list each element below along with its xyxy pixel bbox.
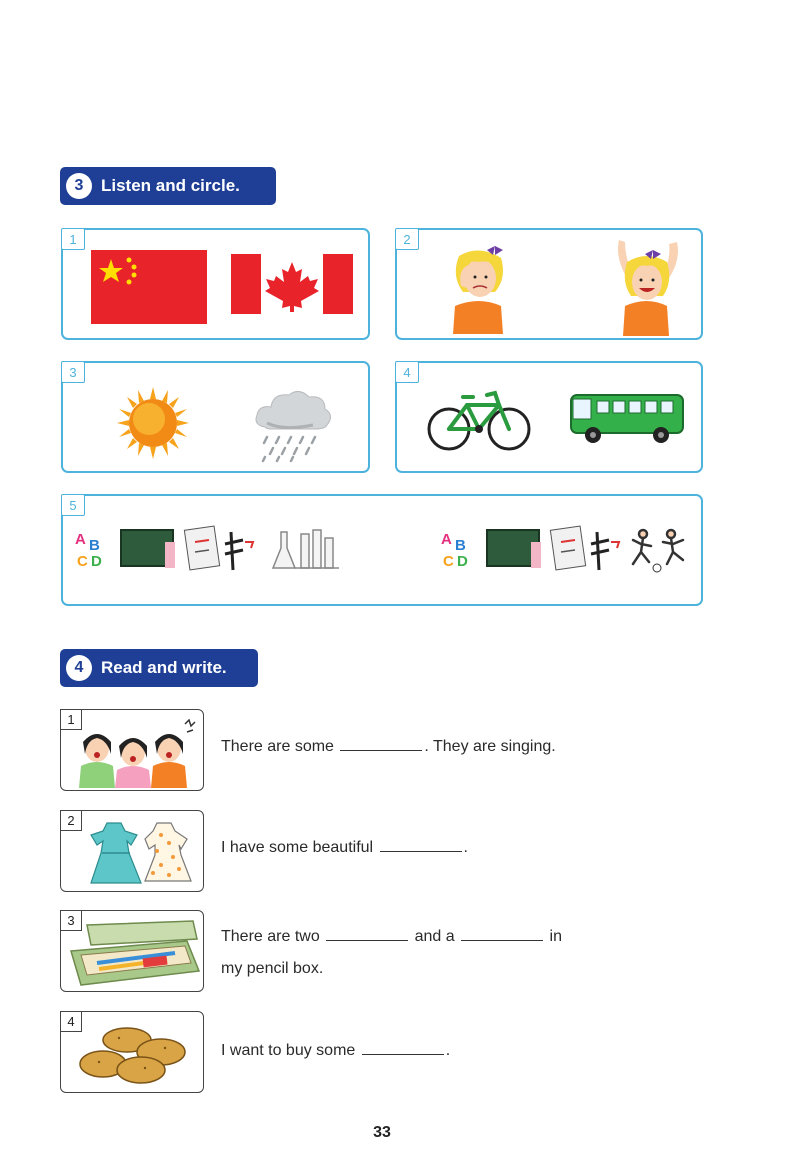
- subjects-with-science-icon[interactable]: [75, 526, 345, 582]
- svg-text:C: C: [443, 553, 454, 570]
- answer-blank[interactable]: [326, 926, 408, 941]
- section-3-header: [60, 167, 276, 205]
- svg-text:D: D: [91, 553, 102, 570]
- svg-text:A: A: [75, 531, 86, 548]
- item-number: 2: [395, 228, 419, 250]
- read-item-3-picture: [60, 910, 204, 992]
- section-3-number: 3: [66, 173, 92, 199]
- section-4-header: [60, 649, 258, 687]
- item-number: 1: [60, 709, 82, 730]
- svg-text:D: D: [457, 553, 468, 570]
- listen-item-1: [61, 228, 370, 340]
- listen-item-5: [61, 494, 703, 606]
- item-number: 3: [60, 910, 82, 931]
- sun-icon[interactable]: [113, 387, 193, 459]
- answer-blank[interactable]: [362, 1040, 444, 1055]
- svg-text:A: A: [441, 531, 452, 548]
- listen-item-2: [395, 228, 703, 340]
- sad-girl-icon[interactable]: [449, 246, 509, 334]
- china-flag-icon[interactable]: [91, 250, 207, 324]
- item-number: 5: [61, 494, 85, 516]
- svg-text:B: B: [89, 537, 100, 554]
- answer-blank[interactable]: [461, 926, 543, 941]
- read-item-4-picture: [60, 1011, 204, 1093]
- section-4-number: 4: [66, 655, 92, 681]
- pencil-box-icon: [67, 919, 201, 989]
- answer-blank[interactable]: [340, 736, 422, 751]
- item-number: 2: [60, 810, 82, 831]
- canada-flag-icon[interactable]: [231, 254, 353, 314]
- section-4-title: Read and write.: [101, 658, 227, 677]
- svg-text:B: B: [455, 537, 466, 554]
- happy-girl-icon[interactable]: [607, 238, 687, 336]
- item-number: 4: [60, 1011, 82, 1032]
- section-3-title: Listen and circle.: [101, 176, 240, 195]
- dresses-icon: [91, 821, 191, 887]
- read-item-4-sentence: I want to buy some .: [221, 1042, 451, 1059]
- read-item-2-sentence: I have some beautiful .: [221, 839, 468, 856]
- potatoes-icon: [79, 1026, 191, 1084]
- item-number: 1: [61, 228, 85, 250]
- bus-icon[interactable]: [569, 393, 687, 445]
- read-item-1-sentence: There are some . They are singing.: [221, 738, 556, 755]
- listen-item-3: [61, 361, 370, 473]
- page-number: 33: [373, 1124, 391, 1141]
- item-number: 3: [61, 361, 85, 383]
- rain-cloud-icon[interactable]: [253, 387, 333, 463]
- read-item-3-sentence: There are two and a in my pencil box.: [221, 928, 562, 977]
- listen-item-4: [395, 361, 703, 473]
- singing-girls-icon: [77, 718, 197, 788]
- read-item-1-picture: [60, 709, 204, 791]
- svg-text:C: C: [77, 553, 88, 570]
- read-item-2-picture: [60, 810, 204, 892]
- subjects-with-pe-icon[interactable]: [441, 526, 691, 582]
- item-number: 4: [395, 361, 419, 383]
- answer-blank[interactable]: [380, 837, 462, 852]
- bicycle-icon[interactable]: [427, 387, 531, 451]
